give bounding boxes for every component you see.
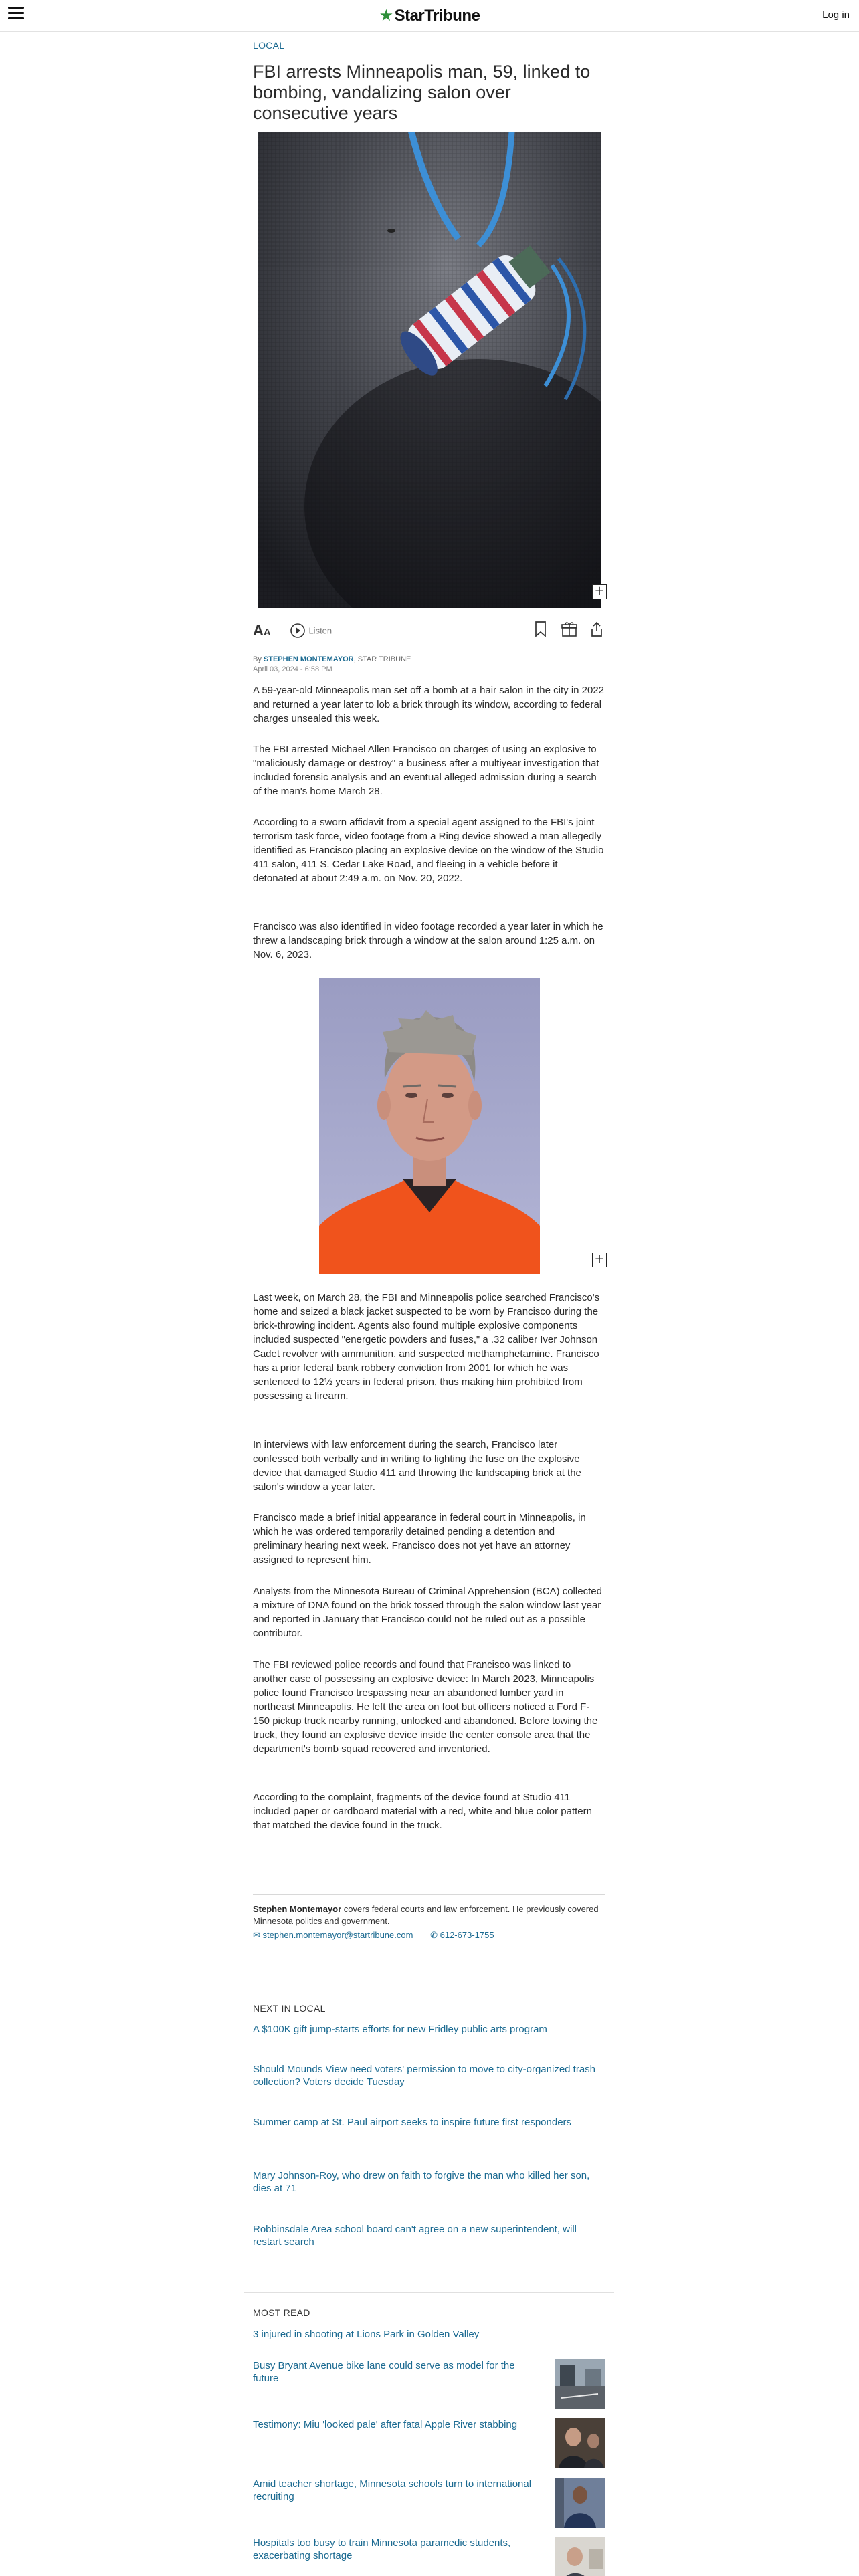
listen-label: Listen [308,625,332,636]
bookmark-icon[interactable] [534,621,547,638]
divider [244,2292,614,2293]
phone-icon: ✆ [430,1930,438,1940]
author-link[interactable]: STEPHEN MONTEMAYOR [263,655,354,663]
listen-button[interactable] [290,623,332,639]
story-thumbnail[interactable] [555,2359,605,2409]
site-logo[interactable]: ★StarTribune [379,7,480,25]
most-read-link[interactable]: Testimony: Miu 'looked pale' after fatal Apple River stabbing [253,2419,518,2430]
next-in-local-title: NEXT IN LOCAL [253,2003,326,2014]
author-bio: Stephen Montemayor covers federal courts and law enforcement. He previously covered Minnesota politics and government. [253,1904,599,1926]
article-paragraph: The FBI arrested Michael Allen Francisco on charges of using an explosive to "maliciously damage or destroy" a business after a multiyear investigation that included forensic analysis and an eventual alleged admission during a search of the man's home March 28. [253,744,599,797]
article-paragraph: Analysts from the Minnesota Bureau of Criminal Apprehension (BCA) collected a mixture of DNA found on the brick tossed through the salon window last year and reported in January that Francisco could not be ruled out as a possible contributor. [253,1586,602,1639]
story-thumbnail[interactable] [555,2478,605,2528]
next-story-link[interactable]: Mary Johnson-Roy, who drew on faith to forgive the man who killed her son, dies at 71 [253,2170,590,2194]
font-size-icon[interactable]: AA [253,622,271,639]
article-paragraph: According to the complaint, fragments of the device found at Studio 411 included paper or cardboard material with a red, white and blue color pattern that matched the device found in the truck. [253,1792,592,1831]
pipe-bomb-photo [258,132,601,608]
expand-icon[interactable]: + [592,1253,607,1267]
article-paragraph: The FBI reviewed police records and found that Francisco was linked to another case of possessing an explosive device: In March 2023, Minneapolis police found Francisco trespassing near an abandoned lumber yard in northeast Minneapolis. He left the area on foot but officers noticed a Ford F-150 pickup truck nearby running, unlocked and abandoned. Before towing the truck, they found an explosive device inside the center console area that the department's bomb squad recovered and inventoried. [253,1659,598,1755]
story-thumbnail[interactable] [555,2418,605,2468]
teacher-photo [555,2478,605,2528]
section-label[interactable]: LOCAL [253,40,285,51]
star-logo-icon: ★ [379,7,393,25]
hero-image[interactable] [258,132,601,608]
article-headline: FBI arrests Minneapolis man, 59, linked to bombing, vandalizing salon over consecutive years [253,62,591,123]
article-paragraph: A 59-year-old Minneapolis man set off a bomb at a hair salon in the city in 2022 and returned a year later to lob a brick through its window, according to federal charges unsealed this week. [253,685,605,724]
next-story-link[interactable]: Should Mounds View need voters' permission to move to city-organized trash collection? Voters decide Tuesday [253,2064,596,2088]
article-toolbar [253,621,605,641]
byline: By STEPHEN MONTEMAYOR, STAR TRIBUNE [253,655,411,663]
most-read-title: MOST READ [253,2307,310,2318]
article-paragraph: Last week, on March 28, the FBI and Minneapolis police searched Francisco's home and seized a black jacket suspected to be worn by Francisco during the brick-throwing incident. Agents also found multiple explosive components included suspected "energetic powders and fuses," a .32 caliber Iver Johnson Cadet revolver with ammunition, and suspected methamphetamine. Francisco has a prior federal bank robbery conviction from 2001 for which he was sentenced to 12½ years in federal prison, thus making him prohibited from possessing a firearm. [253,1292,600,1402]
courtroom-photo [555,2418,605,2468]
author-phone-link[interactable]: ✆ 612-673-1755 [430,1930,494,1940]
site-header [0,0,859,32]
bike-lane-photo [555,2359,605,2409]
most-read-link[interactable]: 3 injured in shooting at Lions Park in Golden Valley [253,2329,480,2340]
email-icon: ✉ [253,1930,260,1940]
gift-icon[interactable] [561,621,578,638]
paramedic-photo [555,2537,605,2576]
play-icon [290,623,306,639]
most-read-link[interactable]: Amid teacher shortage, Minnesota schools turn to international recruiting [253,2478,532,2502]
article-paragraph: Francisco was also identified in video footage recorded a year later in which he threw a landscaping brick through a window at the salon around 1:25 a.m. on Nov. 6, 2023. [253,921,603,960]
article-paragraph: Francisco made a brief initial appearance in federal court in Minneapolis, in which he was ordered temporarily detained pending a detention and preliminary hearing next week. Francisco does not yet have an attorney assigned to represent him. [253,1512,586,1566]
author-email-link[interactable]: ✉ stephen.montemayor@startribune.com [253,1930,413,1940]
mugshot-image[interactable] [319,978,540,1274]
publish-date: April 03, 2024 - 6:58 PM [253,665,332,673]
expand-icon[interactable]: + [592,584,607,599]
login-link[interactable]: Log in [822,9,850,21]
story-thumbnail[interactable] [555,2537,605,2576]
most-read-link[interactable]: Busy Bryant Avenue bike lane could serve as model for the future [253,2360,515,2384]
share-icon[interactable] [589,621,605,638]
article-paragraph: According to a sworn affidavit from a special agent assigned to the FBI's joint terrorism task force, video footage from a Ring device showed a man allegedly identified as Francisco placing an explosive device on the window of the Studio 411 salon, 411 S. Cedar Lake Road, and fleeing in a vehicle before it detonated at about 2:49 a.m. on Nov. 20, 2022. [253,817,604,884]
mugshot-photo [319,978,540,1274]
author-contact [253,1930,509,1941]
article-paragraph: In interviews with law enforcement during the search, Francisco later confessed both verbally and in writing to lighting the fuse on the explosive device that damaged Studio 411 and throwing the landscaping brick at the salon's window a year later. [253,1439,581,1493]
most-read-link[interactable]: Hospitals too busy to train Minnesota paramedic students, exacerbating shortage [253,2537,511,2561]
next-story-link[interactable]: A $100K gift jump-starts efforts for new Fridley public arts program [253,2024,547,2035]
next-story-link[interactable]: Summer camp at St. Paul airport seeks to inspire future first responders [253,2117,572,2128]
divider [253,1894,605,1895]
next-story-link[interactable]: Robbinsdale Area school board can't agree on a new superintendent, will restart search [253,2224,577,2248]
